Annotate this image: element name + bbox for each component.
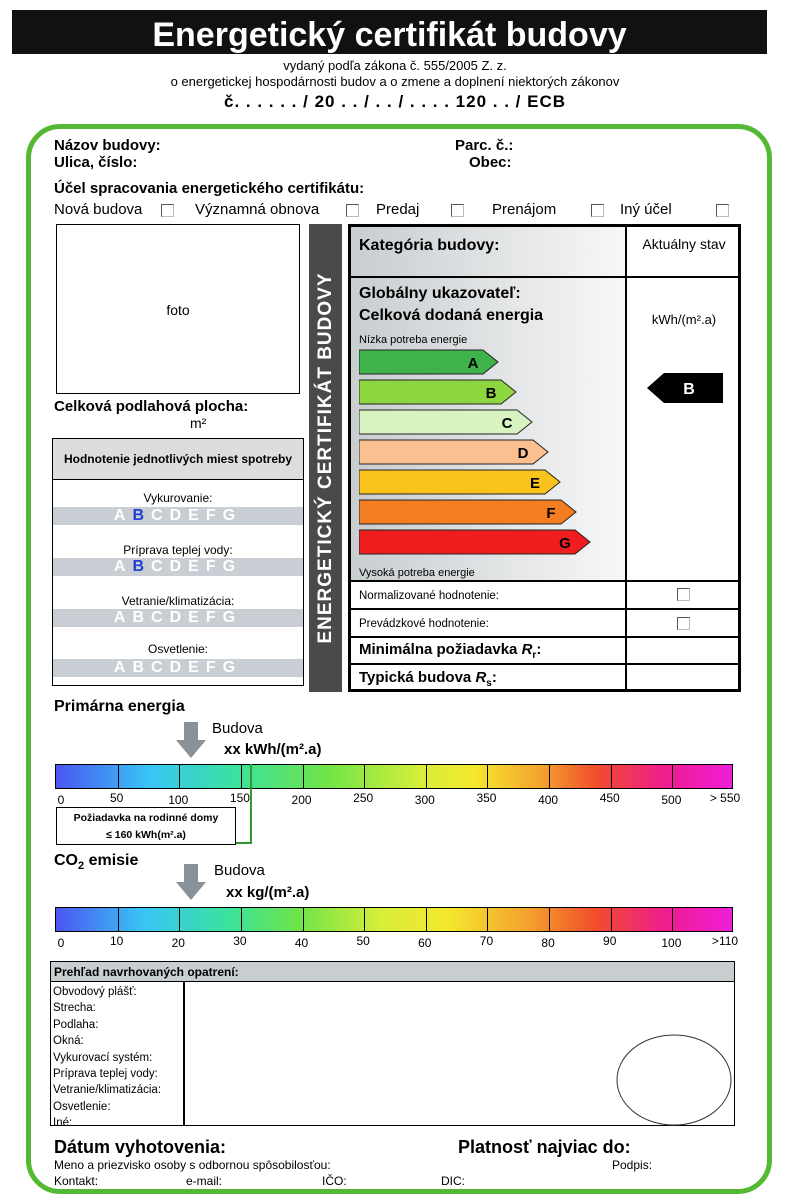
rating-letter: G bbox=[222, 558, 243, 575]
typical-building-label: Typická budova bbox=[359, 669, 472, 686]
rating-letter: E bbox=[188, 507, 206, 524]
requirement-line2: ≤ 160 kWh(m².a) bbox=[106, 829, 186, 841]
rating-letter: F bbox=[205, 609, 223, 626]
vertical-title: ENERGETICKÝ CERTIFIKÁT BUDOVY bbox=[314, 272, 336, 644]
co2-tick bbox=[426, 908, 427, 931]
co2-tick bbox=[611, 908, 612, 931]
total-energy-label: Celková dodaná energia bbox=[359, 307, 544, 324]
co2-tick bbox=[179, 908, 180, 931]
vertical-title-bar bbox=[309, 224, 342, 692]
primary-tick-label: 200 bbox=[291, 793, 312, 807]
co2-tick-label: >110 bbox=[711, 934, 739, 948]
min-requirement-sub: r bbox=[532, 650, 537, 661]
primary-energy-bar bbox=[55, 764, 733, 789]
co2-tick-label: 100 bbox=[661, 936, 682, 950]
primary-building-label: Budova bbox=[212, 720, 263, 737]
current-state-label: Aktuálny stav bbox=[642, 236, 726, 252]
purpose-new-building: Nová budova bbox=[54, 201, 143, 218]
primary-tick bbox=[303, 765, 304, 788]
primary-tick-label: 500 bbox=[661, 793, 682, 807]
primary-tick-label: > 550 bbox=[709, 791, 741, 805]
row-line-1 bbox=[351, 276, 738, 278]
co2-heading bbox=[54, 852, 138, 872]
energy-class-f bbox=[359, 499, 577, 525]
rating-heating-scale bbox=[53, 507, 303, 525]
primary-tick-label: 150 bbox=[229, 791, 250, 805]
photo-box bbox=[56, 224, 300, 394]
primary-tick-label: 50 bbox=[109, 791, 124, 805]
co2-tick-label: 80 bbox=[541, 936, 555, 950]
rating-letter: F bbox=[205, 507, 223, 524]
primary-tick-label: 400 bbox=[538, 793, 559, 807]
co2-tick-label: 60 bbox=[418, 936, 432, 950]
purpose-sale: Predaj bbox=[376, 201, 420, 218]
co2-tick bbox=[241, 908, 242, 931]
law-description: o energetickej hospodárnosti budov a o zmene a doplnení niektorých zákonov bbox=[170, 74, 620, 89]
rating-letter: D bbox=[169, 659, 189, 676]
rating-letter: B bbox=[132, 609, 152, 626]
primary-tick-label: 350 bbox=[476, 791, 497, 805]
rating-letter: C bbox=[151, 609, 170, 626]
checkbox-rent[interactable] bbox=[591, 204, 604, 217]
street-label: Ulica, číslo: bbox=[54, 154, 138, 171]
energy-class-a bbox=[359, 349, 499, 375]
energy-class-g bbox=[359, 529, 591, 555]
row-line-5 bbox=[351, 663, 738, 665]
co2-tick-label: 90 bbox=[603, 934, 617, 948]
co2-tick-label: 50 bbox=[356, 934, 370, 948]
co2-heading-prefix: CO bbox=[54, 852, 78, 869]
primary-down-arrow-icon bbox=[176, 722, 206, 758]
co2-tick-label: 20 bbox=[171, 936, 185, 950]
signature-label: Podpis: bbox=[612, 1158, 653, 1172]
co2-tick-label: 40 bbox=[294, 936, 309, 950]
rating-lighting-scale bbox=[53, 659, 303, 677]
measures-divider bbox=[183, 982, 185, 1125]
rating-letter: E bbox=[188, 609, 206, 626]
min-requirement-symbol: R bbox=[521, 641, 533, 658]
rating-heating-label: Vykurovanie: bbox=[143, 491, 213, 505]
primary-energy-heading: Primárna energia bbox=[54, 698, 185, 715]
dic-label: DIC: bbox=[441, 1174, 465, 1188]
co2-heading-sub: 2 bbox=[78, 860, 85, 873]
co2-building-label: Budova bbox=[214, 862, 265, 879]
requirement-marker-tail bbox=[236, 842, 252, 844]
measure-item: Príprava teplej vody: bbox=[53, 1068, 158, 1081]
row-line-3 bbox=[351, 608, 738, 610]
checkbox-renovation[interactable] bbox=[346, 204, 359, 217]
rating-letter: G bbox=[222, 507, 243, 524]
low-demand-label: Nízka potreba energie bbox=[359, 334, 468, 346]
normalized-label: Normalizované hodnotenie: bbox=[359, 590, 500, 602]
primary-tick-label: 300 bbox=[414, 793, 435, 807]
purpose-renovation: Významná obnova bbox=[195, 201, 320, 218]
rating-letter: B bbox=[132, 659, 152, 676]
contact-label: Kontakt: bbox=[54, 1174, 99, 1188]
co2-value: xx kg/(m².a) bbox=[226, 884, 310, 901]
rating-letter: A bbox=[113, 659, 133, 676]
rating-letter: A bbox=[113, 609, 133, 626]
energy-class-letter: E bbox=[529, 475, 541, 492]
rating-hot-water-scale bbox=[53, 558, 303, 576]
co2-tick bbox=[672, 908, 673, 931]
measures-heading: Prehľad navrhovaných opatrení: bbox=[51, 962, 734, 982]
rating-letter: G bbox=[222, 609, 243, 626]
min-requirement-row: Minimálna požiadavka $R_r$: bbox=[359, 641, 542, 661]
typical-building-row: Typická budova $R_s$: bbox=[359, 669, 497, 689]
rating-letter: C bbox=[151, 659, 170, 676]
photo-label: foto bbox=[166, 302, 190, 318]
row-line-4 bbox=[351, 636, 738, 638]
measures-list bbox=[53, 984, 161, 1132]
floor-area-label: Celková podlahová plocha: bbox=[54, 398, 249, 415]
rating-letter: C bbox=[151, 558, 170, 575]
rating-letter: E bbox=[188, 659, 206, 676]
checkbox-sale[interactable] bbox=[451, 204, 464, 217]
town-label: Obec: bbox=[469, 154, 512, 171]
rating-letter: A bbox=[113, 558, 133, 575]
co2-tick bbox=[549, 908, 550, 931]
rating-letter: C bbox=[151, 507, 170, 524]
min-requirement-label: Minimálna požiadavka bbox=[359, 641, 518, 658]
primary-tick bbox=[487, 765, 488, 788]
building-name-label: Názov budovy: bbox=[54, 137, 161, 154]
current-class-text: B bbox=[683, 381, 695, 398]
co2-heading-suffix: emisie bbox=[84, 852, 139, 869]
high-demand-label: Vysoká potreba energie bbox=[359, 567, 475, 579]
primary-tick bbox=[672, 765, 673, 788]
consumption-ratings bbox=[52, 438, 304, 686]
current-class-arrow bbox=[647, 373, 723, 403]
rating-letter: F bbox=[205, 558, 223, 575]
energy-class-letter: F bbox=[546, 505, 556, 522]
person-label: Meno a priezvisko osoby s odbornou spôsobilosťou: bbox=[54, 1158, 331, 1172]
energy-class-letter: B bbox=[485, 385, 497, 402]
energy-table bbox=[348, 224, 741, 692]
primary-tick-label: 100 bbox=[168, 793, 189, 807]
measure-item: Vetranie/klimatizácia: bbox=[53, 1084, 162, 1097]
checkbox-normalized[interactable] bbox=[677, 588, 690, 601]
energy-class-letter: C bbox=[501, 415, 513, 432]
rating-letter: F bbox=[205, 659, 223, 676]
certificate-number: č. . . . . . / 20 . . / . . / . . . . 120 . . / ECB bbox=[224, 92, 566, 111]
floor-area-unit: m² bbox=[190, 415, 207, 431]
primary-tick bbox=[549, 765, 550, 788]
primary-tick-label: 250 bbox=[353, 791, 374, 805]
primary-tick bbox=[611, 765, 612, 788]
requirement-line1: Požiadavka na rodinné domy bbox=[73, 812, 219, 824]
primary-value: xx kWh/(m².a) bbox=[224, 741, 322, 758]
rating-letter: D bbox=[169, 507, 189, 524]
energy-class-b bbox=[359, 379, 517, 405]
energy-class-letter: G bbox=[559, 535, 571, 552]
rating-lighting-label: Osvetlenie: bbox=[147, 642, 209, 656]
energy-class-d bbox=[359, 439, 549, 465]
energy-class-letter: D bbox=[517, 445, 529, 462]
energy-unit: kWh/(m².a) bbox=[651, 312, 717, 327]
ratings-heading: Hodnotenie jednotlivých miest spotreby bbox=[53, 439, 303, 480]
co2-tick bbox=[487, 908, 488, 931]
global-indicator-label: Globálny ukazovateľ: bbox=[359, 285, 521, 302]
rating-hot-water-label: Príprava teplej vody: bbox=[123, 543, 233, 557]
typical-building-sub: s bbox=[486, 678, 492, 689]
measure-item: Strecha: bbox=[53, 1002, 96, 1015]
co2-tick-label: 0 bbox=[57, 936, 65, 950]
co2-tick bbox=[303, 908, 304, 931]
stamp-circle bbox=[614, 1032, 734, 1128]
row-line-2 bbox=[351, 580, 738, 582]
primary-tick-label: 0 bbox=[57, 793, 65, 807]
rating-ventilation-label: Vetranie/klimatizácia: bbox=[121, 594, 235, 608]
primary-tick bbox=[426, 765, 427, 788]
requirement-box bbox=[56, 807, 236, 845]
measure-item: Osvetlenie: bbox=[53, 1100, 111, 1113]
category-label: Kategória budovy: bbox=[359, 237, 500, 254]
primary-tick bbox=[241, 765, 242, 788]
co2-tick-label: 70 bbox=[479, 934, 494, 948]
measure-item: Obvodový plášť: bbox=[53, 986, 137, 998]
purpose-heading: Účel spracovania energetického certifikátu: bbox=[54, 180, 365, 197]
measure-item: Vykurovací systém: bbox=[53, 1051, 153, 1064]
energy-class-e bbox=[359, 469, 561, 495]
requirement-marker-line bbox=[250, 764, 252, 844]
co2-down-arrow-icon bbox=[176, 864, 206, 900]
table-divider bbox=[625, 227, 627, 689]
primary-tick-label: 450 bbox=[599, 791, 620, 805]
email-label: e-mail: bbox=[186, 1174, 223, 1188]
co2-tick bbox=[364, 908, 365, 931]
primary-tick bbox=[118, 765, 119, 788]
primary-tick bbox=[364, 765, 365, 788]
certificate-title: Energetický certifikát budovy bbox=[12, 10, 767, 54]
parcel-label: Parc. č.: bbox=[455, 137, 514, 154]
ico-label: IČO: bbox=[322, 1174, 347, 1188]
rating-letter: B bbox=[132, 507, 152, 524]
operational-label: Prevádzkové hodnotenie: bbox=[359, 618, 489, 630]
typical-building-symbol: R bbox=[475, 669, 487, 686]
rating-letter: D bbox=[169, 558, 189, 575]
energy-class-letter: A bbox=[467, 355, 479, 372]
checkbox-other[interactable] bbox=[716, 204, 729, 217]
purpose-other: Iný účel bbox=[620, 201, 672, 218]
rating-letter: A bbox=[113, 507, 133, 524]
rating-letter: B bbox=[132, 558, 152, 575]
rating-ventilation-scale bbox=[53, 609, 303, 627]
rating-letter: G bbox=[222, 659, 243, 676]
co2-tick-label: 30 bbox=[233, 934, 247, 948]
measure-item: Iné: bbox=[53, 1117, 73, 1130]
date-label: Dátum vyhotovenia: bbox=[54, 1137, 227, 1157]
primary-tick bbox=[179, 765, 180, 788]
checkbox-new-building[interactable] bbox=[161, 204, 174, 217]
validity-label: Platnosť najviac do: bbox=[458, 1137, 631, 1157]
rating-letter: D bbox=[169, 609, 189, 626]
co2-bar bbox=[55, 907, 733, 932]
purpose-rent: Prenájom bbox=[492, 201, 557, 218]
law-reference: vydaný podľa zákona č. 555/2005 Z. z. bbox=[283, 58, 507, 73]
measure-item: Podlaha: bbox=[53, 1018, 99, 1031]
measure-item: Okná: bbox=[53, 1035, 84, 1048]
rating-letter: E bbox=[188, 558, 206, 575]
energy-class-c bbox=[359, 409, 533, 435]
checkbox-operational[interactable] bbox=[677, 617, 690, 630]
co2-tick bbox=[118, 908, 119, 931]
co2-tick-label: 10 bbox=[109, 934, 124, 948]
